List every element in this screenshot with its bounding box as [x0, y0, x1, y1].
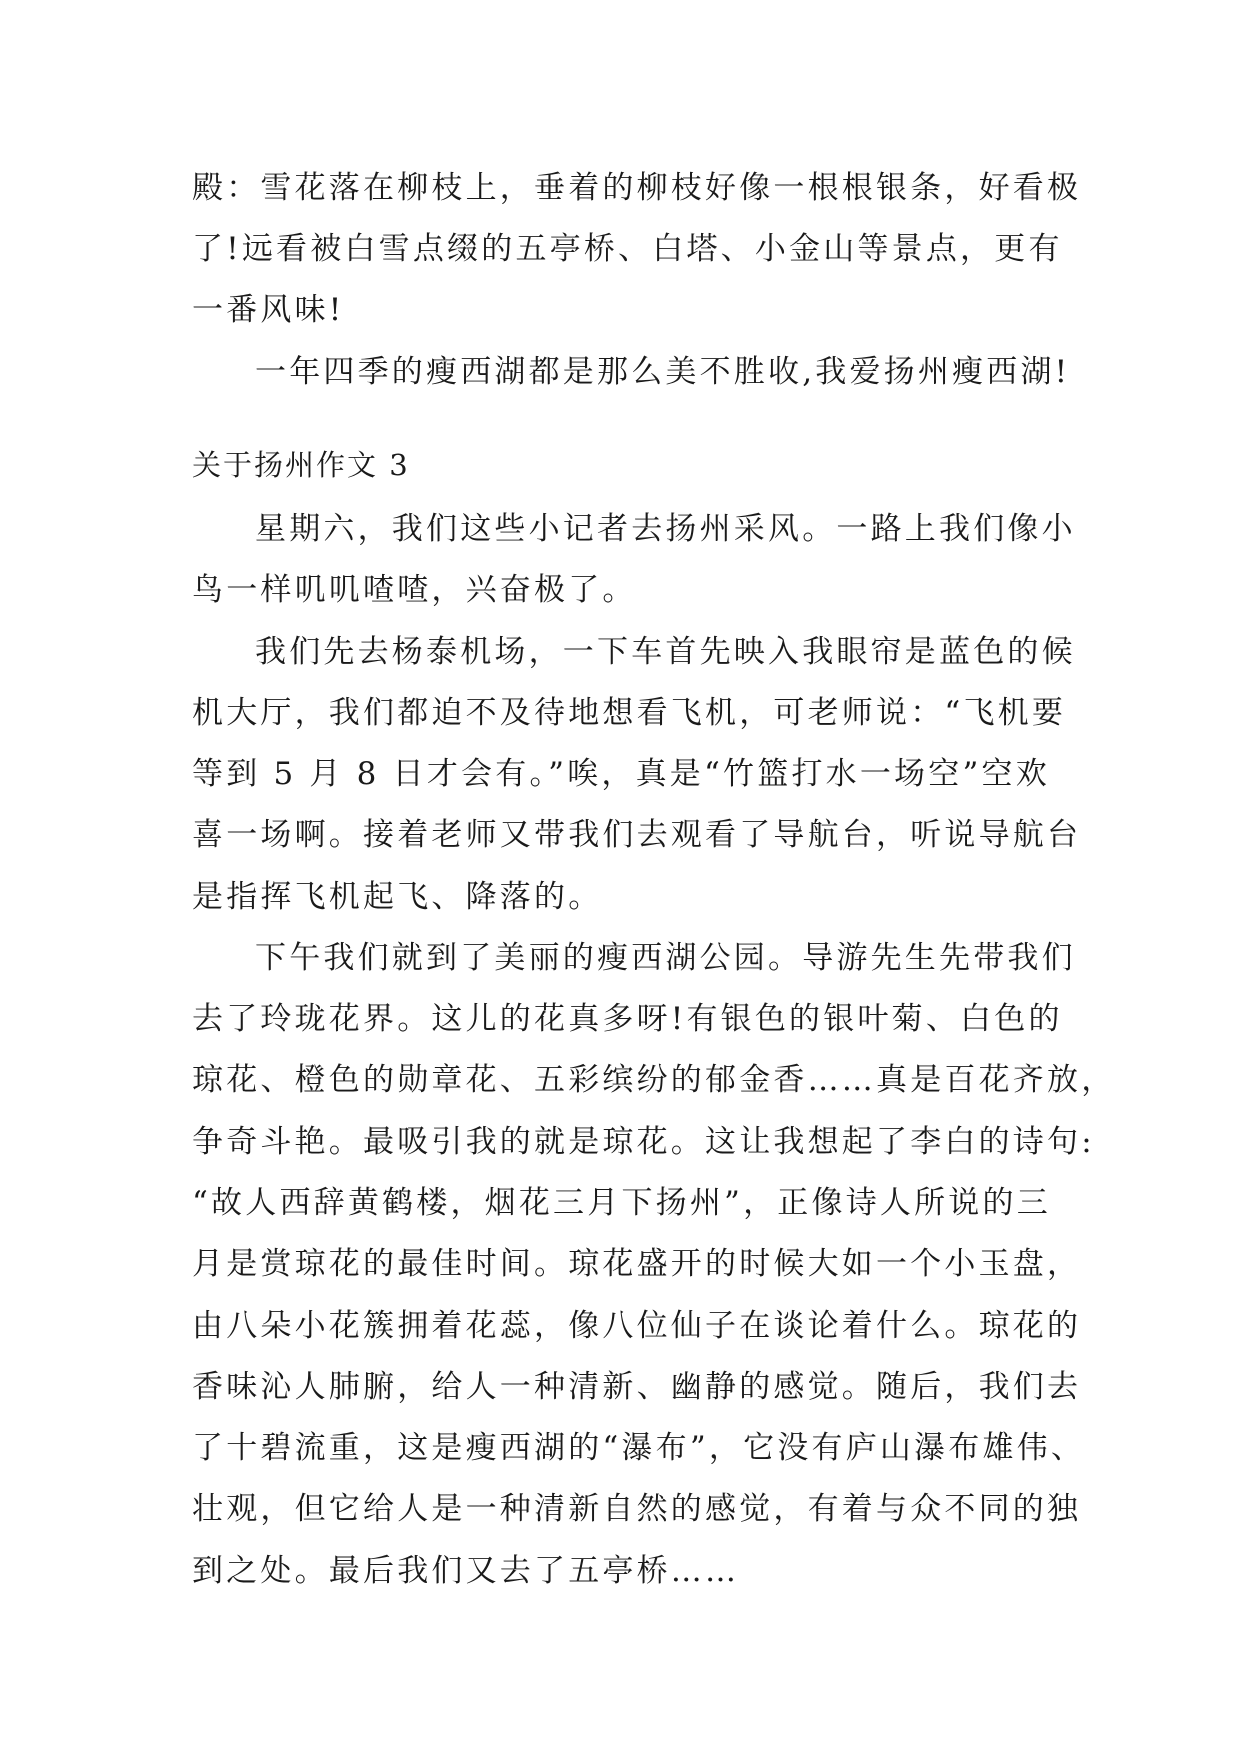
paragraph-line: 机大厅，我们都迫不及待地想看飞机，可老师说：“飞机要	[192, 695, 1067, 731]
paragraph-line: 殿：雪花落在柳枝上，垂着的柳枝好像一根根银条，好看极	[192, 170, 1082, 206]
paragraph-line: 琼花、橙色的勋章花、五彩缤纷的郁金香……真是百花齐放，	[192, 1062, 1116, 1098]
section-heading: 关于扬州作文 3	[192, 448, 410, 482]
paragraph-line: 是指挥飞机起飞、降落的。	[192, 879, 603, 915]
paragraph-line: 壮观，但它给人是一种清新自然的感觉，有着与众不同的独	[192, 1491, 1082, 1527]
paragraph-line: 一番风味!	[192, 292, 345, 328]
paragraph-line: “故人西辞黄鹤楼，烟花三月下扬州”，正像诗人所说的三	[192, 1185, 1051, 1221]
paragraph-line: 去了玲珑花界。这儿的花真多呀!有银色的银叶菊、白色的	[192, 1001, 1063, 1037]
paragraph-line: 由八朵小花簇拥着花蕊，像八位仙子在谈论着什么。琼花的	[192, 1308, 1082, 1344]
paragraph-line: 我们先去杨泰机场，一下车首先映入我眼帘是蓝色的候	[255, 634, 1076, 670]
paragraph-line: 到之处。最后我们又去了五亭桥……	[192, 1553, 740, 1589]
paragraph-line: 香味沁人肺腑，给人一种清新、幽静的感觉。随后，我们去	[192, 1369, 1082, 1405]
paragraph-line: 喜一场啊。接着老师又带我们去观看了导航台，听说导航台	[192, 817, 1082, 853]
paragraph-line: 月是赏琼花的最佳时间。琼花盛开的时候大如一个小玉盘，	[192, 1246, 1082, 1282]
paragraph-line: 等到 5 月 8 日才会有。”唉，真是“竹篮打水一场空”空欢	[192, 756, 1050, 792]
paragraph-line: 下午我们就到了美丽的瘦西湖公园。导游先生先带我们	[255, 940, 1076, 976]
paragraph-line: 鸟一样叽叽喳喳，兴奋极了。	[192, 572, 637, 608]
paragraph-line: 星期六，我们这些小记者去扬州采风。一路上我们像小	[255, 511, 1076, 547]
paragraph-line: 一年四季的瘦西湖都是那么美不胜收,我爱扬州瘦西湖!	[255, 354, 1071, 390]
paragraph-line: 了!远看被白雪点缀的五亭桥、白塔、小金山等景点，更有	[192, 231, 1063, 267]
paragraph-line: 了十碧流重，这是瘦西湖的“瀑布”，它没有庐山瀑布雄伟、	[192, 1430, 1086, 1466]
paragraph-line: 争奇斗艳。最吸引我的就是琼花。这让我想起了李白的诗句:	[192, 1124, 1095, 1160]
